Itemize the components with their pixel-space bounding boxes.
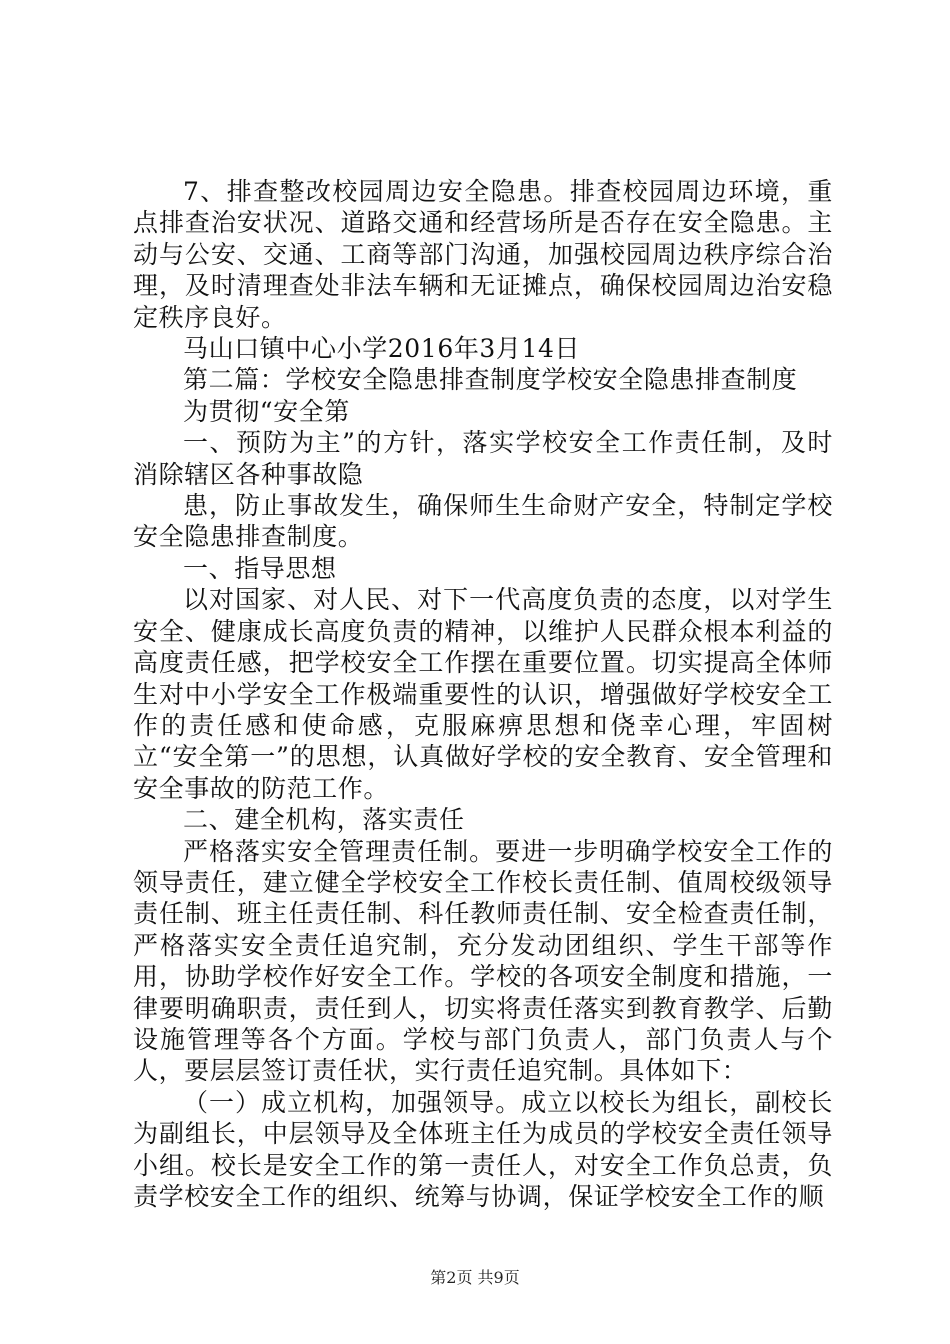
paragraph-intro-fragment: 为贯彻“安全第 <box>183 396 350 426</box>
document-body <box>133 176 833 1212</box>
paragraph-guiding-thought: 以对国家、对人民、对下一代高度负责的态度，以对学生安全、健康成长高度负责的精神，以维护人民群众根本利益的高度责任感，把学校安全工作摆在重要位置。切实提高全体师生对中小学安全工作极端重要性的认识，增强做好学校安全工作的责任感和使命感，克服麻痹思想和侥幸心理，牢固树立“安全第一”的思想，认真做好学校的安全教育、安全管理和安全事故的防范工作。 <box>133 585 833 803</box>
paragraph-item-7: 7、排查整改校园周边安全隐患。排查校园周边环境，重点排查治安状况、道路交通和经营场所是否存在安全隐患。主动与公安、交通、工商等部门沟通，加强校园周边秩序综合治理，及时清理查处非法车辆和无证摊点，确保校园周边治安稳定秩序良好。 <box>133 177 833 332</box>
paragraph-prevention: 一、预防为主”的方针，落实学校安全工作责任制，及时消除辖区各种事故隐 <box>133 428 833 489</box>
page-footer: 第2页 共9页 <box>430 1268 520 1287</box>
signature-line: 马山口镇中心小学2016年3月14日 <box>183 334 581 364</box>
paragraph-purpose: 患，防止事故发生，确保师生生命财产安全，特制定学校安全隐患排查制度。 <box>133 491 833 552</box>
heading-guiding-thought: 一、指导思想 <box>183 553 337 583</box>
section-title: 第二篇：学校安全隐患排查制度学校安全隐患排查制度 <box>183 365 798 395</box>
paragraph-establish-organization: （一）成立机构，加强领导。成立以校长为组长，副校长为副组长，中层领导及全体班主任为成员的学校安全责任领导小组。校长是安全工作的第一责任人，对安全工作负总责，负责学校安全工作的组织、统筹与协调，保证学校安全工作的顺 <box>133 1087 833 1211</box>
heading-organization: 二、建全机构，落实责任 <box>183 805 465 835</box>
paragraph-responsibility: 严格落实安全管理责任制。要进一步明确学校安全工作的领导责任，建立健全学校安全工作校长责任制、值周校级领导责任制、班主任责任制、科任教师责任制、安全检查责任制，严格落实安全责任追究制，充分发动团组织、学生干部等作用，协助学校作好安全工作。学校的各项安全制度和措施，一律要明确职责，责任到人，切实将责任落实到教育教学、后勤设施管理等各个方面。学校与部门负责人，部门负责人与个人，要层层签订责任状，实行责任追究制。具体如下： <box>133 836 833 1086</box>
